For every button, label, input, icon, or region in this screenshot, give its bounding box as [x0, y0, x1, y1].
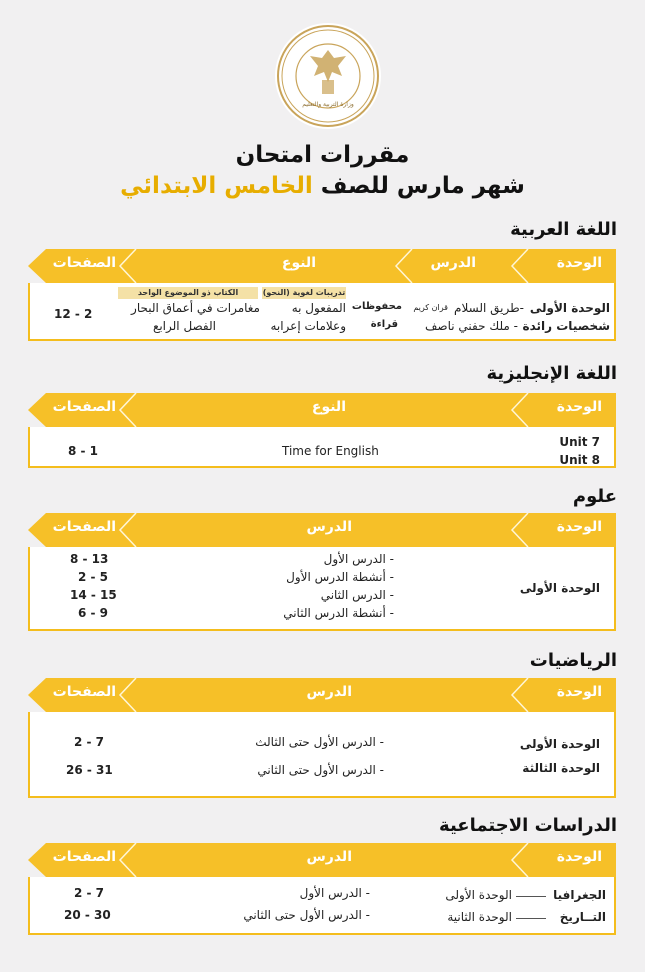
math-lesson-1: - الدرس الأول حتى الثالث — [255, 735, 384, 749]
header-unit: الوحدة — [556, 399, 602, 415]
english-unit-7: Unit 7 — [559, 435, 600, 449]
science-lesson-2: - أنشطة الدرس الأول — [286, 570, 394, 584]
arabic-book-line1: مغامرات في أعماق البحار — [131, 301, 260, 315]
header-lesson: الدرس — [306, 519, 352, 535]
arabic-grammar-line1: المفعول به — [291, 301, 346, 315]
social-lesson-1: - الدرس الأول — [299, 886, 370, 900]
social-pages-1: 2 - 7 — [74, 886, 105, 900]
english-unit-8: Unit 8 — [559, 453, 600, 467]
svg-text:وزارة التربية والتعليم: وزارة التربية والتعليم — [302, 101, 354, 108]
arabic-lesson-line2: - ملك حفني ناصف — [424, 319, 518, 333]
header-pages: الصفحات — [52, 684, 116, 700]
arabic-unit-line1: الوحدة الأولى — [529, 301, 610, 315]
arabic-grammar-line2: وعلامات إعرابه — [270, 319, 346, 333]
social-table — [28, 843, 616, 935]
math-unit-3: الوحدة الثالثة — [522, 761, 600, 775]
header-lesson: الدرس — [306, 684, 352, 700]
english-type: Time for English — [282, 444, 379, 458]
subtitle-part-b: الخامس الابتدائي — [120, 173, 313, 199]
science-pages-3: 14 - 15 — [70, 588, 117, 602]
eagle-emblem-icon — [274, 22, 382, 130]
section-title-arabic: اللغة العربية — [510, 219, 617, 240]
math-table — [28, 678, 616, 798]
subtitle-part-a: شهر مارس للصف — [320, 173, 525, 199]
tag-book: الكتاب ذو الموضوع الواحد — [118, 287, 258, 299]
social-header-bar — [28, 843, 616, 877]
header-lesson: الدرس — [306, 849, 352, 865]
math-unit-1: الوحدة الأولى — [519, 737, 600, 751]
header-unit: الوحدة — [556, 255, 602, 271]
science-pages-2: 2 - 5 — [78, 570, 109, 584]
science-pages-1: 8 - 13 — [70, 552, 109, 566]
social-lesson-2: - الدرس الأول حتى الثاني — [243, 908, 370, 922]
english-table — [28, 393, 616, 468]
arabic-header-bar — [28, 249, 616, 283]
header-pages: الصفحات — [52, 519, 116, 535]
math-pages-1: 2 - 7 — [74, 735, 105, 749]
header-type: النوع — [311, 399, 346, 415]
arabic-pages: 12 - 2 — [54, 307, 93, 321]
science-unit: الوحدة الأولى — [519, 581, 600, 595]
page-title: مقررات امتحان — [235, 142, 410, 168]
section-title-social: الدراسات الاجتماعية — [439, 815, 617, 836]
science-pages-4: 6 - 9 — [78, 606, 109, 620]
math-lesson-2: - الدرس الأول حتى الثاني — [257, 763, 384, 777]
connector-line — [516, 896, 546, 897]
arabic-lesson-small: قران كريم — [413, 303, 448, 312]
social-subject-2: التــاريخ — [559, 910, 606, 924]
science-table — [28, 513, 616, 631]
arabic-table — [28, 249, 616, 341]
header-unit: الوحدة — [556, 684, 602, 700]
science-header-bar — [28, 513, 616, 547]
arabic-memo-line2: قراءة — [370, 319, 398, 330]
arabic-book-line2: الفصل الرابع — [152, 319, 216, 333]
page-subtitle — [0, 173, 645, 199]
header-pages: الصفحات — [52, 849, 116, 865]
header-type: النوع — [281, 255, 316, 271]
science-lesson-3: - الدرس الثاني — [320, 588, 394, 602]
tag-grammar: تدريبات لغوية (النحو) — [262, 288, 346, 297]
social-unit-1: الوحدة الأولى — [445, 888, 512, 902]
section-title-math: الرياضيات — [529, 650, 617, 671]
connector-line — [516, 918, 546, 919]
ministry-logo — [274, 22, 382, 130]
social-subject-1: الجغرافيا — [553, 888, 606, 902]
header-unit: الوحدة — [556, 849, 602, 865]
science-lesson-4: - أنشطة الدرس الثاني — [283, 606, 394, 620]
header-unit: الوحدة — [556, 519, 602, 535]
arabic-memo-line1: محفوظات — [351, 301, 402, 312]
social-unit-2: الوحدة الثانية — [447, 910, 512, 924]
english-header-bar — [28, 393, 616, 427]
arabic-lesson-line1: -طريق السلام — [454, 301, 524, 315]
english-pages: 8 - 1 — [68, 444, 99, 458]
arabic-unit-line2: شخصيات رائدة — [522, 319, 610, 333]
math-pages-2: 26 - 31 — [66, 763, 113, 777]
math-header-bar — [28, 678, 616, 712]
header-lesson: الدرس — [430, 255, 476, 271]
section-title-science: علوم — [572, 486, 617, 507]
header-pages: الصفحات — [52, 255, 116, 271]
social-pages-2: 20 - 30 — [64, 908, 111, 922]
section-title-english: اللغة الإنجليزية — [486, 363, 617, 384]
science-lesson-1: - الدرس الأول — [323, 552, 394, 566]
arrow-dividers-icon — [28, 249, 616, 283]
header-pages: الصفحات — [52, 399, 116, 415]
